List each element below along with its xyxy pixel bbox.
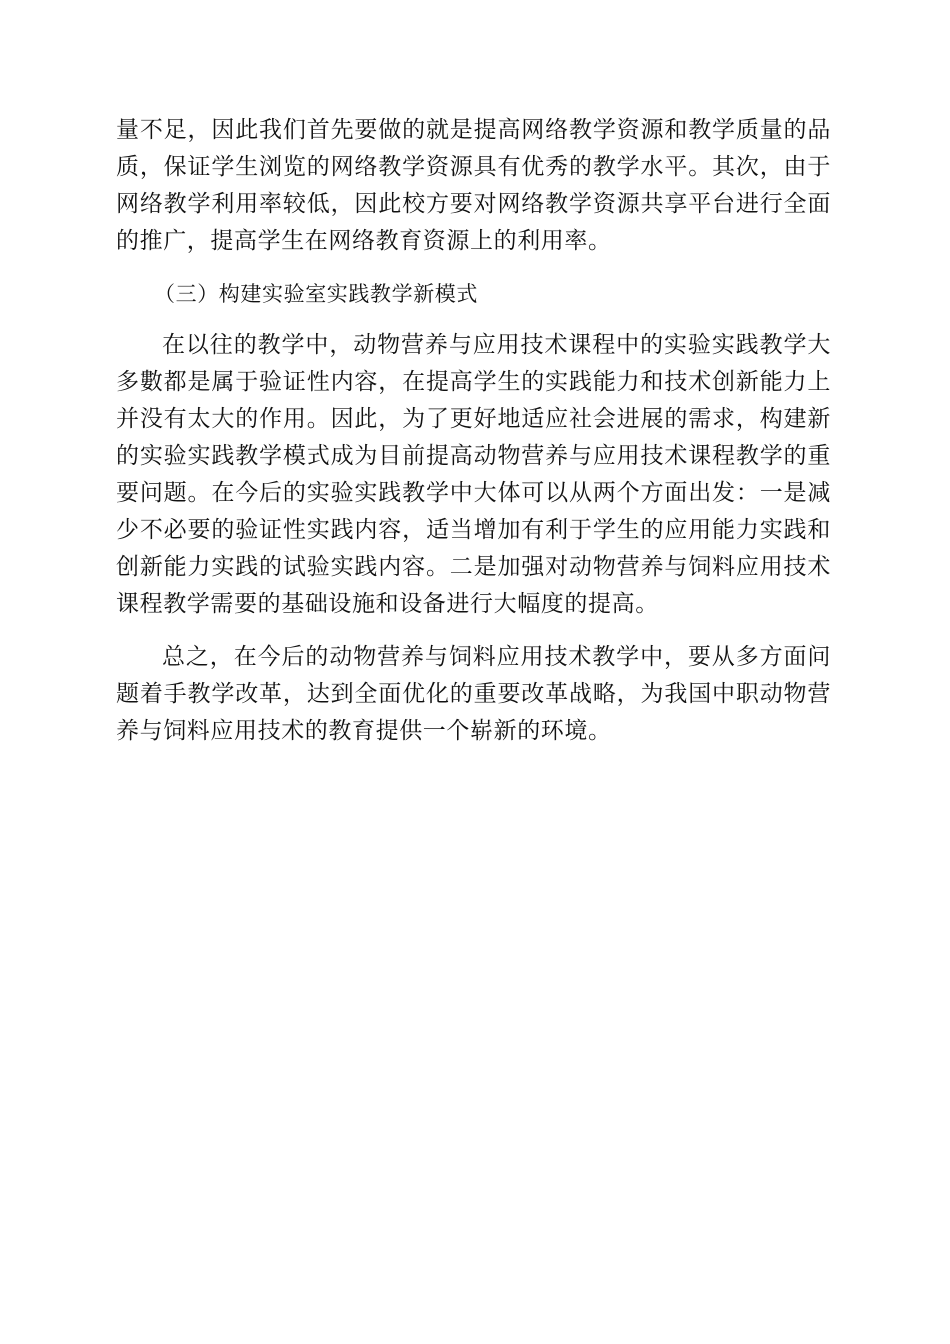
section-heading-lab-practice: （三）构建实验室实践教学新模式 (154, 282, 478, 306)
paragraph-network-resources: 量不足，因此我们首先要做的就是提高网络教学资源和教学质量的品质，保证学生浏览的网络教学资源具有优秀的教学水平。其次，由于网络教学利用率较低，因此校方要对网络教学资源共享平台进行全面的推广，提高学生在网络教育资源上的利用率。 (116, 117, 831, 254)
document-body (116, 112, 831, 750)
paragraph-conclusion: 总之，在今后的动物营养与饲料应用技术教学中，要从多方面问题着手教学改革，达到全面优化的重要改革战略，为我国中职动物营养与饲料应用技术的教育提供一个崭新的环境。 (116, 644, 831, 744)
spacer (116, 623, 831, 639)
spacer (116, 313, 831, 327)
spacer (116, 260, 831, 276)
paragraph-lab-practice: 在以往的教学中，动物营养与应用技术课程中的实验实践教学大多數都是属于验证性内容，在提高学生的实践能力和技术创新能力上并没有太大的作用。因此，为了更好地适应社会进展的需求，构建新的实验实践教学模式成为目前提高动物营养与应用技术课程教学的重要问题。在今后的实验实践教学中大体可以从两个方面出发：一是减少不必要的验证性实践内容，适当增加有利于学生的应用能力实践和创新能力实践的试验实践内容。二是加强对动物营养与饲料应用技术课程教学需要的基础设施和设备进行大幅度的提高。 (116, 332, 831, 617)
